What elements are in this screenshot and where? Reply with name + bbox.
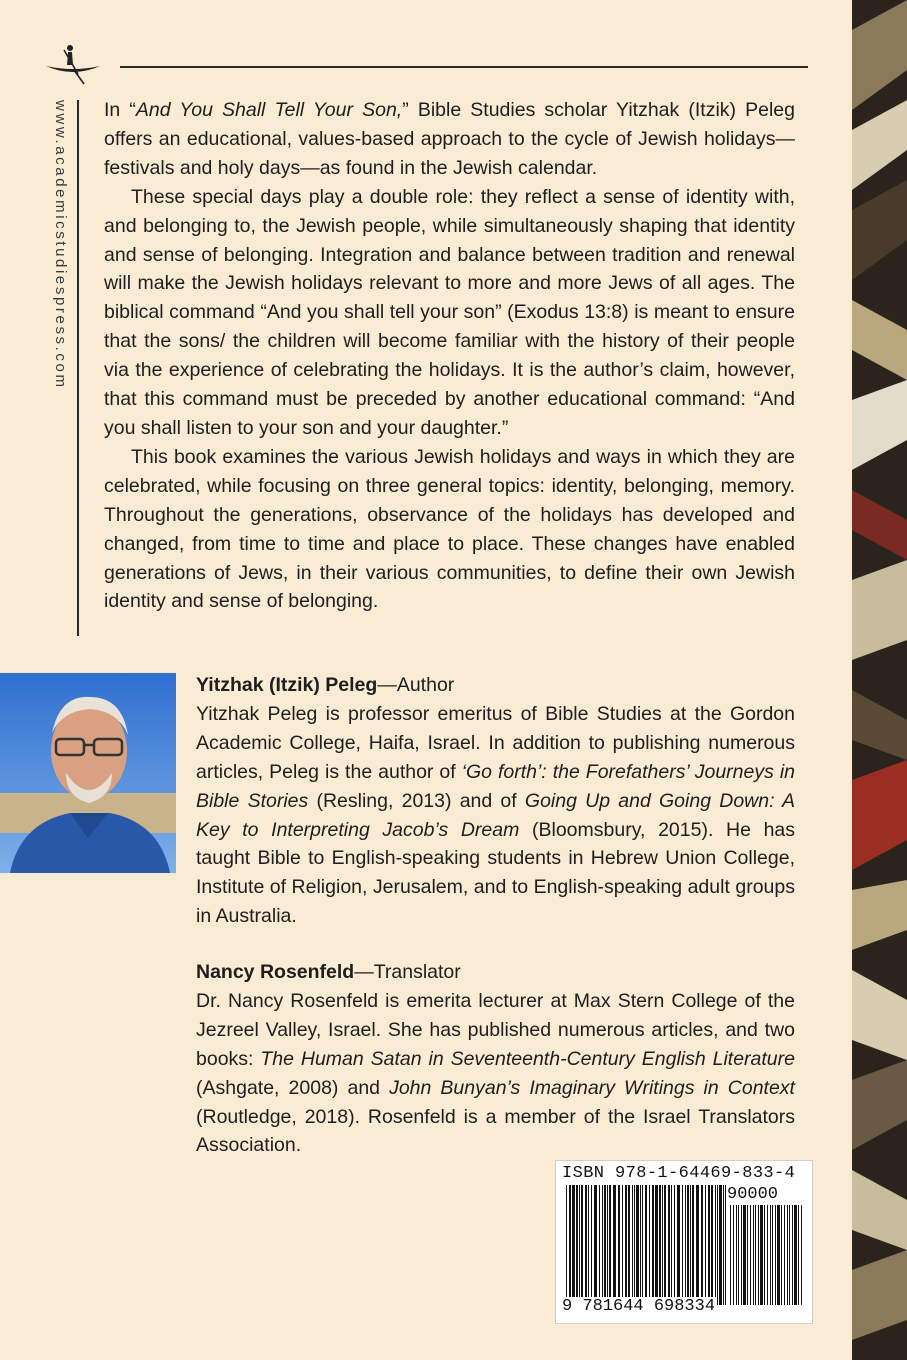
barcode-bar <box>747 1205 748 1305</box>
book-description <box>104 96 795 616</box>
barcode-bar <box>741 1205 742 1305</box>
barcode-bar <box>566 1185 567 1305</box>
barcode-bar <box>632 1185 633 1305</box>
barcode-bar <box>775 1205 776 1305</box>
barcode-bar <box>579 1185 580 1305</box>
barcode-bar <box>622 1185 623 1305</box>
publisher-website[interactable]: www.academicstudiespress.com <box>52 100 69 390</box>
barcode-bar <box>664 1185 666 1305</box>
barcode-bar <box>594 1185 597 1305</box>
barcode-bar <box>750 1205 751 1305</box>
isbn-barcode <box>555 1160 813 1324</box>
author-bio <box>196 671 795 931</box>
barcode-bar <box>668 1185 670 1305</box>
translator-bio <box>196 958 795 1160</box>
barcode-bar <box>687 1185 689 1305</box>
barcode-bar <box>588 1185 589 1305</box>
barcode-bar <box>717 1185 718 1305</box>
translator-bio-part: Dr. Nancy Rosenfeld is emerita lecturer at Max Stern College of the Jezreel Valley, Israel. She has published numerous articles, and two books: <box>196 989 795 1070</box>
author-bio-text <box>196 700 795 931</box>
barcode-bar <box>640 1185 641 1305</box>
translator-book-title: The Human Satan in Seventeenth-Century English Literature <box>260 1047 795 1070</box>
barcode-bar <box>659 1185 661 1305</box>
barcode-bar <box>708 1185 710 1305</box>
barcode-bar <box>730 1205 731 1305</box>
barcode-bar <box>671 1185 672 1305</box>
barcode-bar <box>591 1185 592 1305</box>
top-divider <box>120 66 808 68</box>
barcode-bar <box>743 1205 746 1305</box>
barcode-bar <box>798 1205 799 1305</box>
stained-glass-strip <box>852 0 907 1360</box>
barcode-bar <box>711 1185 713 1305</box>
author-bio-part: (Resling, 2013) and of <box>308 789 525 812</box>
barcode-bars <box>566 1185 726 1305</box>
barcode-bar <box>636 1185 639 1305</box>
description-p1-part-2: ” Bible Studies scholar Yitzhak (Itzik) Peleg offers an educational, values-based approach to the cycle of Jewish holidays—festivals and holy days—as found in the Jewish calendar. <box>104 99 795 179</box>
translator-heading <box>196 958 795 987</box>
author-bio-part: (Bloomsbury, 2015). He has taught Bible to English-speaking students in Hebrew Union College, Institute of Religion, Jerusalem, and to English-speaking adult groups in Australia. <box>196 818 796 928</box>
barcode-bar <box>758 1205 759 1305</box>
barcode-addon-bars <box>730 1205 804 1305</box>
barcode-bar <box>618 1185 620 1305</box>
side-divider <box>77 100 79 636</box>
author-book-title: ‘Go forth’: the Forefathers’ Journeys in Bible Stories <box>196 760 795 812</box>
author-name: Yitzhak (Itzik) Peleg <box>196 674 378 696</box>
barcode-bar <box>715 1185 716 1305</box>
barcode-bar <box>602 1185 603 1305</box>
barcode-bar <box>609 1185 611 1305</box>
barcode-bar <box>607 1185 608 1305</box>
barcode-bar <box>725 1185 726 1305</box>
barcode-bar <box>787 1205 788 1305</box>
barcode-bar <box>652 1185 654 1305</box>
barcode-bar <box>794 1205 797 1305</box>
barcode-bar <box>634 1185 635 1305</box>
barcode-bar <box>569 1185 571 1305</box>
barcode-bar <box>719 1185 722 1305</box>
barcode-bar <box>682 1185 683 1305</box>
barcode-bar <box>784 1205 785 1305</box>
barcode-bar <box>692 1185 694 1305</box>
barcode-bar <box>733 1205 734 1305</box>
barcode-bar <box>677 1185 680 1305</box>
price-code: 90000 <box>727 1185 779 1204</box>
barcode-bar <box>662 1185 663 1305</box>
barcode-bar <box>767 1205 768 1305</box>
barcode-bar <box>604 1185 606 1305</box>
author-role: —Author <box>377 674 455 696</box>
barcode-bar <box>764 1205 765 1305</box>
barcode-bar <box>760 1205 763 1305</box>
barcode-bar <box>701 1185 703 1305</box>
publisher-logo-icon <box>44 40 102 86</box>
barcode-bar <box>801 1205 802 1305</box>
barcode-bar <box>685 1185 686 1305</box>
barcode-bar <box>770 1205 771 1305</box>
author-photo <box>0 673 176 873</box>
book-title: And You Shall Tell Your Son, <box>135 99 403 121</box>
barcode-bar <box>585 1185 587 1305</box>
translator-book-title: John Bunyan’s Imaginary Writings in Context <box>389 1076 795 1099</box>
author-bio-part: Yitzhak Peleg is professor emeritus of Bible Studies at the Gordon Academic College, Haifa, Israel. In addition to publishing numerous articles, Peleg is the author of <box>196 702 795 783</box>
barcode-bar <box>789 1205 790 1305</box>
barcode-bar <box>642 1185 643 1305</box>
barcode-bar <box>777 1205 780 1305</box>
barcode-bar <box>613 1185 616 1305</box>
author-book-title: Going Up and Going Down: A Key to Interpreting Jacob’s Dream <box>196 789 796 841</box>
isbn-label: ISBN 978-1-64469-833-4 <box>562 1164 796 1183</box>
barcode-bar <box>674 1185 675 1305</box>
barcode-bar <box>738 1205 739 1305</box>
translator-role: —Translator <box>354 961 461 983</box>
barcode-bar <box>772 1205 773 1305</box>
barcode-bar <box>581 1185 583 1305</box>
description-paragraph-1 <box>104 96 795 183</box>
barcode-bar <box>625 1185 627 1305</box>
barcode-bar <box>705 1185 706 1305</box>
barcode-bar <box>781 1205 782 1305</box>
barcode-bar <box>572 1185 575 1305</box>
barcode-bar <box>723 1185 724 1305</box>
barcode-bar <box>690 1185 691 1305</box>
barcode-bar <box>628 1185 630 1305</box>
barcode-bar <box>753 1205 754 1305</box>
barcode-bar <box>696 1185 699 1305</box>
barcode-bar <box>599 1185 600 1305</box>
description-paragraph-3: This book examines the various Jewish holidays and ways in which they are celebrated, while focusing on three general topics: identity, belonging, memory. Throughout the generations, observance of the holidays has developed and changed, from time to time and place to place. These changes have enabled generations of Jews, in their various communities, to define their own Jewish identity and sense of belonging. <box>104 445 795 613</box>
barcode-bar <box>755 1205 756 1305</box>
barcode-bar <box>649 1185 650 1305</box>
translator-bio-text <box>196 987 795 1160</box>
barcode-bar <box>655 1185 658 1305</box>
author-heading <box>196 671 795 700</box>
barcode-bar <box>576 1185 578 1305</box>
translator-bio-part: (Routledge, 2018). Rosenfeld is a member of the Israel Translators Association. <box>196 1105 795 1157</box>
translator-bio-part: (Ashgate, 2008) and <box>196 1076 390 1099</box>
barcode-number: 9 781644 698334 <box>562 1297 716 1316</box>
barcode-bar <box>736 1205 737 1305</box>
barcode-bar <box>792 1205 793 1305</box>
translator-name: Nancy Rosenfeld <box>196 961 355 983</box>
barcode-bar <box>645 1185 647 1305</box>
description-paragraph-2: These special days play a double role: they reflect a sense of identity with, and belonging to, the Jewish people, while simultaneously shaping that identity and sense of belonging. Integration and balance between tradition and renewal will make the Jewish holidays relevant to more and more Jews of all ages. The biblical command “And you shall tell your son” (Exodus 13:8) is meant to ensure that the sons/ the children will become familiar with the history of their people via the experience of celebrating the holidays. It is the author’s claim, however, that this command must be preceded by another educational command: “And you shall listen to your son and your daughter.” <box>104 185 795 439</box>
description-p1-part-1: In “ <box>104 99 136 121</box>
